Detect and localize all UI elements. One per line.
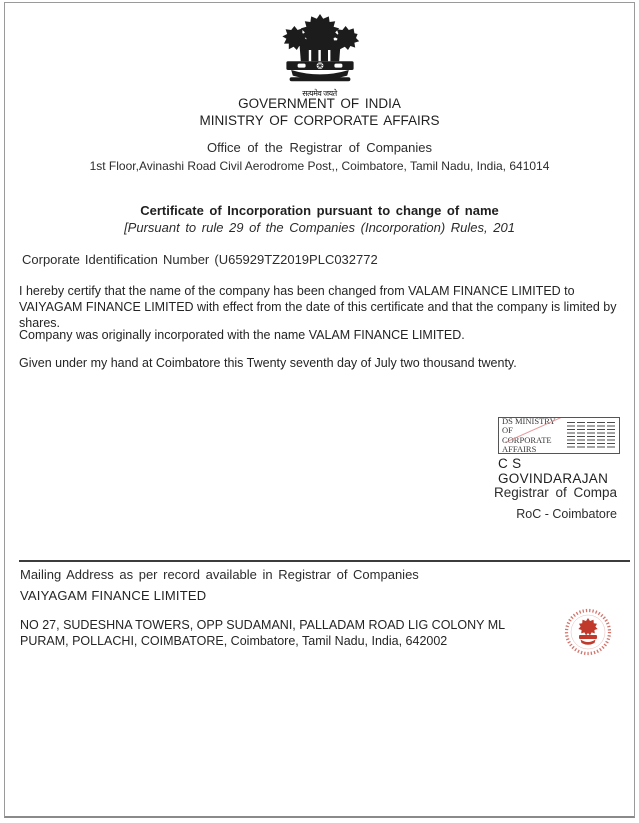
digital-signature-stamp bbox=[498, 417, 620, 454]
mailing-address: NO 27, SUDESHNA TOWERS, OPP SUDAMANI, PALLADAM ROAD LIG COLONY ML PURAM, POLLACHI, COIMBATORE, Coimbatore, Tamil Nadu, India, 642002 bbox=[20, 618, 505, 648]
signer-name: C S GOVINDARAJAN bbox=[498, 456, 609, 486]
certificate-title: Certificate of Incorporation pursuant to change of name bbox=[140, 203, 499, 218]
government-title: GOVERNMENT OF INDIA bbox=[238, 96, 401, 111]
original-name-paragraph: Company was originally incorporated with the name VALAM FINANCE LIMITED. bbox=[19, 328, 465, 342]
ds-stamp-text: DS MINISTRY OF CORPORATE AFFAIRS bbox=[502, 417, 556, 454]
certificate-subtitle: [Pursuant to rule 29 of the Companies (Incorporation) Rules, 201 bbox=[124, 220, 515, 235]
emblem-motto: सत्यमेव जयते bbox=[302, 89, 337, 98]
roc-red-seal-icon bbox=[562, 605, 614, 659]
registrar-office-address: 1st Floor,Avinashi Road Civil Aerodrome Post,, Coimbatore, Tamil Nadu, India, 641014 bbox=[89, 159, 550, 173]
mailing-address-heading: Mailing Address as per record available in Registrar of Companies bbox=[20, 567, 419, 582]
ds-signature-details-microtext bbox=[567, 422, 616, 449]
ministry-title: MINISTRY OF CORPORATE AFFAIRS bbox=[199, 113, 440, 128]
section-divider bbox=[19, 560, 630, 562]
given-under-hand-paragraph: Given under my hand at Coimbatore this Twenty seventh day of July two thousand twenty. bbox=[19, 356, 517, 370]
national-emblem-icon bbox=[272, 13, 368, 92]
cin-line: Corporate Identification Number (U65929TZ2019PLC032772 bbox=[22, 252, 378, 267]
certificate-page bbox=[4, 2, 635, 818]
roc-office: RoC - Coimbatore bbox=[516, 507, 617, 521]
certify-paragraph: I hereby certify that the name of the company has been changed from VALAM FINANCE LIMITED to VAIYAGAM FINANCE LIMITED with effect from the date of this certificate and that the company is limited by shares. bbox=[19, 284, 617, 330]
registrar-office-title: Office of the Registrar of Companies bbox=[206, 140, 433, 155]
signer-designation: Registrar of Compa bbox=[493, 485, 617, 500]
mailing-company-name: VAIYAGAM FINANCE LIMITED bbox=[20, 588, 207, 603]
